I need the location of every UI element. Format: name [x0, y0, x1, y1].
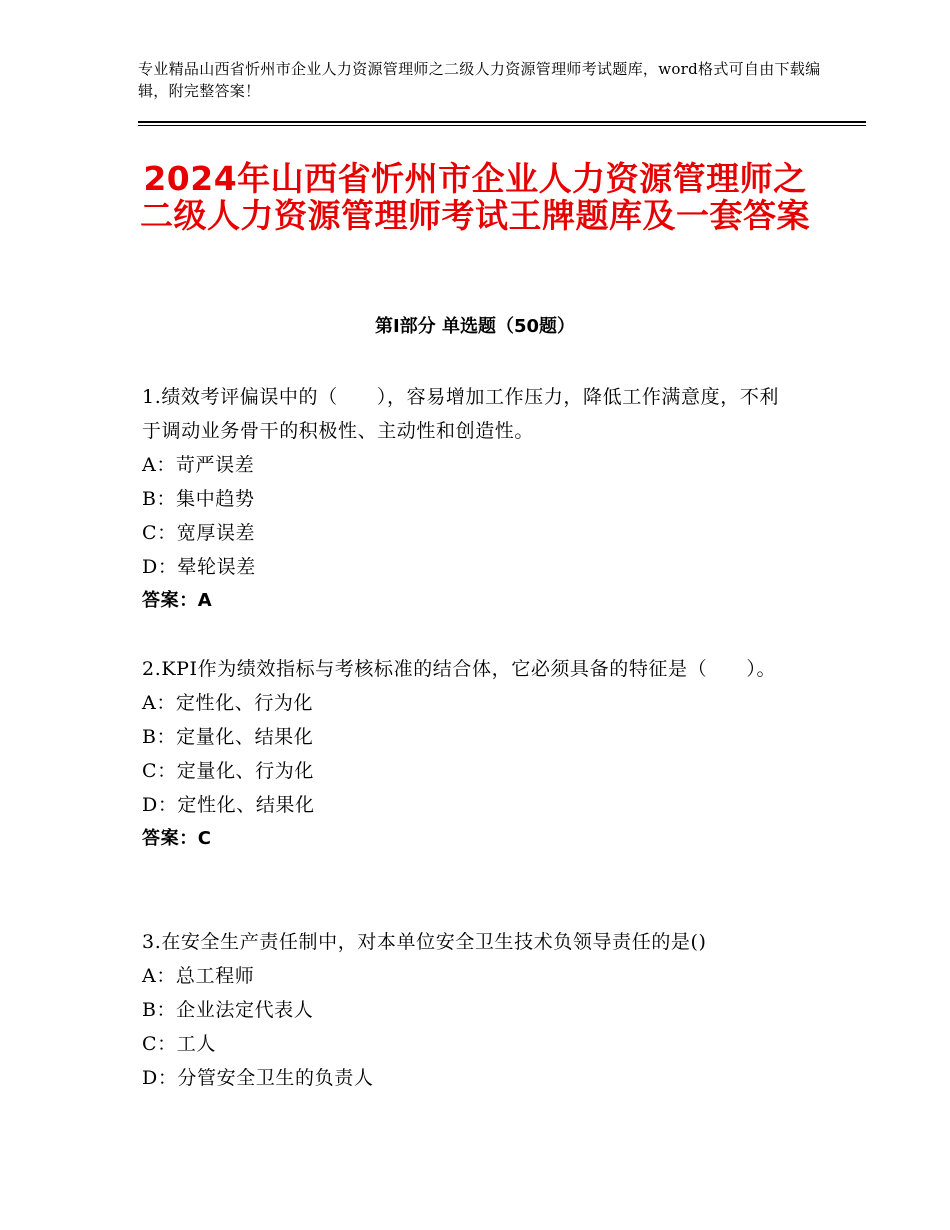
option-c: C：定量化、行为化 — [142, 760, 314, 782]
option-b: B：企业法定代表人 — [142, 999, 314, 1021]
option-c: C：工人 — [142, 1033, 216, 1055]
option-d: D：晕轮误差 — [142, 556, 256, 578]
document-title: 2024年山西省忻州市企业人力资源管理师之二级人力资源管理师考试王牌题库及一套答案 — [140, 159, 810, 235]
question-1 — [142, 380, 782, 618]
option-d: D：分管安全卫生的负责人 — [142, 1067, 374, 1089]
question-text: 3.在安全生产责任制中，对本单位安全卫生技术负领导责任的是() — [142, 931, 707, 953]
answer-label: 答案：C — [142, 828, 212, 849]
question-3 — [142, 925, 802, 1095]
option-b: B：集中趋势 — [142, 488, 255, 510]
option-b: B：定量化、结果化 — [142, 726, 314, 748]
option-a: A：定性化、行为化 — [142, 692, 314, 714]
option-a: A：总工程师 — [142, 965, 255, 987]
option-d: D：定性化、结果化 — [142, 794, 315, 816]
section-title: 第Ⅰ部分 单选题（50题） — [374, 316, 575, 337]
header-note: 专业精品山西省忻州市企业人力资源管理师之二级人力资源管理师考试题库，word格式可自由下载编辑，附完整答案！ — [138, 60, 821, 100]
option-a: A：苛严误差 — [142, 454, 255, 476]
question-text: 2.KPI作为绩效指标与考核标准的结合体，它必须具备的特征是（ ）。 — [142, 658, 777, 680]
question-2 — [142, 652, 782, 856]
header-rule-thick — [138, 121, 866, 123]
answer-label: 答案：A — [142, 590, 213, 611]
option-c: C：宽厚误差 — [142, 522, 256, 544]
header-rule-thin — [138, 125, 866, 126]
question-text: 1.绩效考评偏误中的（ ），容易增加工作压力，降低工作满意度，不利于调动业务骨干的积极性、主动性和创造性。 — [142, 386, 780, 442]
